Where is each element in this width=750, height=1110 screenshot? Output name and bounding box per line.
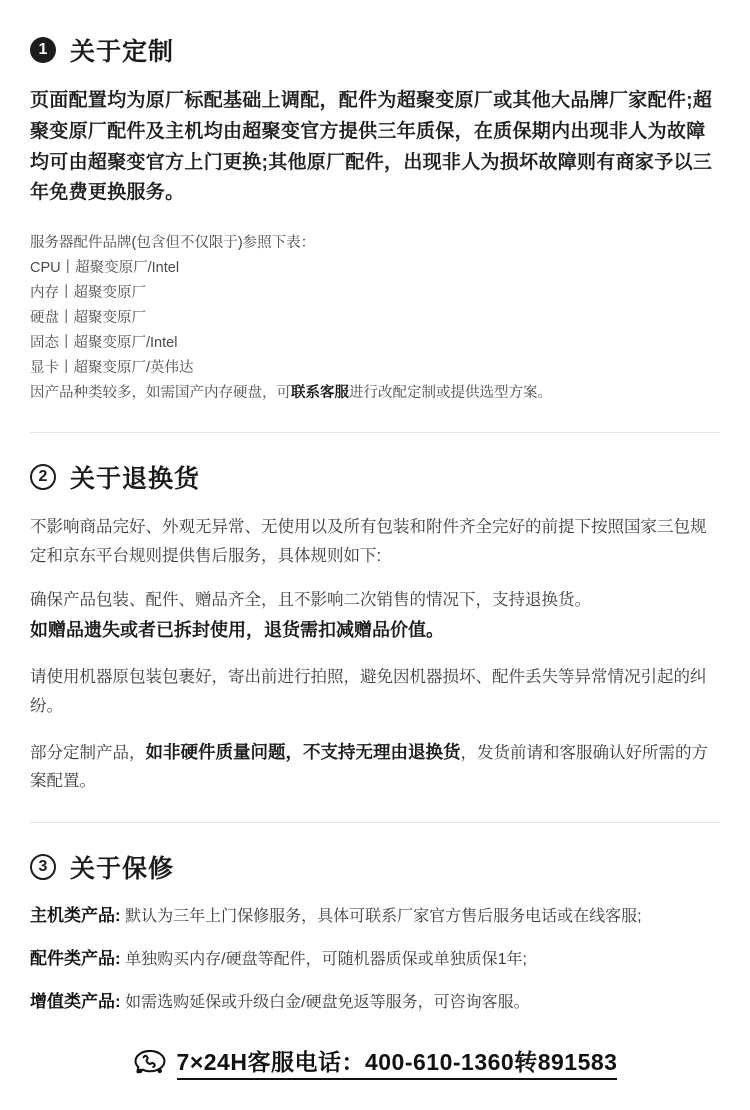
parts-list-footnote — [30, 381, 720, 406]
customization-lead-text: 页面配置均为原厂标配基础上调配，配件为超聚变原厂或其他大品牌厂家配件;超聚变原厂配件及主机均由超聚变官方提供三年质保，在质保期内出现非人为故障均可由超聚变官方上门更换;其他原厂配件，出现非人为损坏故障则有商家予以三年免费更换服务。 — [30, 90, 713, 204]
returns-gift-deduction-text: 如赠品遗失或者已拆封使用，退货需扣减赠品价值。 — [30, 620, 444, 641]
section-about-customization — [0, 32, 750, 406]
section-number-badge-2: 2 — [30, 464, 56, 490]
parts-list-item-harddisk: 硬盘丨超聚变原厂 — [30, 309, 146, 326]
returns-custom-product-note — [30, 737, 720, 797]
custom-note-before: 部分定制产品， — [30, 743, 146, 762]
warranty-tag-valueadd: 增值类产品: — [30, 991, 121, 1011]
section-2-header — [30, 459, 720, 495]
parts-list-item-memory: 内存丨超聚变原厂 — [30, 284, 146, 301]
returns-policy-condition — [30, 586, 720, 646]
warranty-item-parts — [30, 944, 720, 975]
section-3-header — [30, 849, 720, 885]
warranty-text-host: 默认为三年上门保修服务，具体可联系厂家官方售后服务电话或在线客服; — [125, 908, 642, 926]
section-title-1: 关于定制 — [70, 38, 175, 66]
contact-service-link[interactable]: 联系客服 — [291, 384, 349, 401]
section-number-badge-1: 1 — [30, 37, 56, 63]
parts-list-item-gpu: 显卡丨超聚变原厂/英伟达 — [30, 359, 194, 376]
parts-list-item-ssd: 固态丨超聚变原厂/Intel — [30, 334, 178, 351]
section-about-warranty — [0, 849, 750, 1079]
section-1-header — [30, 32, 720, 68]
returns-packaging-note: 请使用机器原包装包裹好，寄出前进行拍照，避免因机器损坏、配件丢失等异常情况引起的纠纷。 — [30, 667, 707, 715]
section-title-2: 关于退换货 — [70, 464, 201, 493]
warranty-text-parts: 单独购买内存/硬盘等配件，可随机器质保或单独质保1年; — [125, 951, 527, 969]
section-number-badge-3: 3 — [30, 854, 56, 880]
warranty-tag-parts: 配件类产品: — [30, 949, 121, 969]
parts-list-intro: 服务器配件品牌(包含但不仅限于)参照下表： — [30, 235, 316, 252]
warranty-item-host — [30, 901, 720, 932]
warranty-tag-host: 主机类产品: — [30, 906, 121, 926]
footnote-text-before: 因产品种类较多，如需国产内存硬盘，可 — [30, 384, 291, 401]
parts-brand-list — [30, 231, 720, 406]
telephone-icon — [133, 1048, 167, 1076]
section-about-returns — [0, 459, 750, 797]
warranty-text-valueadd: 如需选购延保或升级白金/硬盘免返等服务，可咨询客服。 — [125, 993, 530, 1011]
section-divider-2 — [30, 822, 720, 823]
custom-note-emphasis: 如非硬件质量问题，不支持无理由退换货 — [145, 741, 461, 762]
footnote-text-after: 进行改配定制或提供选型方案。 — [349, 384, 552, 401]
section-divider-1 — [30, 432, 720, 433]
returns-policy-intro: 不影响商品完好、外观无异常、无使用以及所有包装和附件齐全完好的前提下按照国家三包规定和京东平台规则提供售后服务，具体规则如下: — [30, 517, 707, 565]
custom-note-after: ，发货前请和客服确认好所需的方案配置。 — [30, 743, 708, 791]
section-title-3: 关于保修 — [70, 855, 175, 884]
warranty-item-valueadd — [30, 987, 720, 1018]
parts-list-item-cpu: CPU丨超聚变原厂/Intel — [30, 260, 180, 276]
returns-condition-text: 确保产品包装、配件、赠品齐全，且不影响二次销售的情况下，支持退换货。 — [30, 591, 591, 610]
customer-service-phone-bar[interactable] — [30, 1044, 720, 1080]
customer-service-phone-text[interactable]: 7×24H客服电话：400-610-1360转891583 — [177, 1044, 618, 1080]
